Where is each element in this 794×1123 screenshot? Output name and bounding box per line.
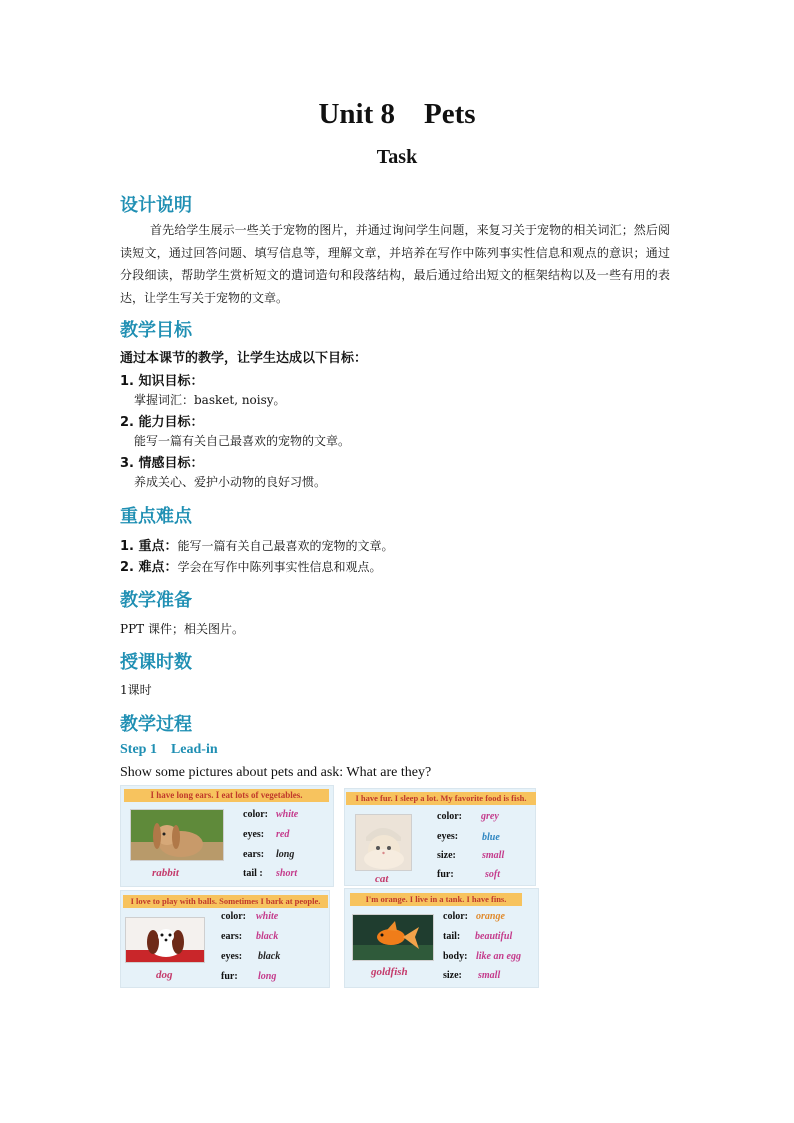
- goal-label-1: 1. 知识目标：: [120, 374, 204, 389]
- card-banner: I'm orange. I live in a tank. I have fins.: [350, 893, 522, 906]
- step-instruction: Show some pictures about pets and ask: What are they?: [120, 765, 432, 780]
- card-banner: I have fur. I sleep a lot. My favorite food is fish.: [346, 792, 536, 805]
- step-number: Step 1: [120, 742, 157, 757]
- goldfish-value-1: orange: [476, 911, 505, 922]
- goal-label-3: 3. 情感目标：: [120, 456, 204, 471]
- key-label-2: 2. 难点：: [120, 560, 178, 575]
- section-heading-hours: 授课时数: [120, 652, 192, 673]
- dog-value-2: black: [256, 931, 279, 942]
- rabbit-value-1: white: [276, 809, 299, 820]
- key-label-1: 1. 重点：: [120, 539, 178, 554]
- pet-card-cat: [344, 788, 536, 886]
- section-heading-design: 设计说明: [120, 195, 192, 216]
- pet-name-goldfish: goldfish: [371, 966, 408, 978]
- goals-intro: 通过本课节的教学，让学生达成以下目标：: [120, 351, 368, 366]
- goal-label-2: 2. 能力目标：: [120, 415, 204, 430]
- section-heading-prep: 教学准备: [120, 590, 192, 611]
- goal-text-1: 掌握词汇：basket, noisy。: [134, 393, 286, 407]
- dog-photo: [125, 917, 205, 963]
- dog-label-1: color:: [221, 911, 246, 922]
- prep-text: PPT 课件；相关图片。: [120, 622, 244, 636]
- cat-value-2: blue: [482, 832, 500, 843]
- page-subtitle: Task: [376, 146, 418, 168]
- rabbit-label-1: color:: [243, 809, 268, 820]
- key-text-2: 学会在写作中陈列事实性信息和观点。: [177, 560, 382, 574]
- pet-name-rabbit: rabbit: [152, 867, 179, 879]
- step-name: Lead-in: [170, 742, 218, 757]
- dog-label-3: eyes:: [221, 951, 243, 962]
- cat-label-4: fur:: [437, 869, 454, 880]
- rabbit-photo: [130, 809, 224, 861]
- goal-text-3: 养成关心、爱护小动物的良好习惯。: [134, 475, 327, 489]
- cat-value-3: small: [482, 850, 505, 861]
- section-heading-goals: 教学目标: [120, 320, 192, 341]
- goldfish-label-1: color:: [443, 911, 468, 922]
- rabbit-label-4: tail :: [243, 868, 263, 879]
- dog-value-3: black: [258, 951, 281, 962]
- goldfish-value-4: small: [478, 970, 501, 981]
- rabbit-value-3: long: [276, 849, 295, 860]
- key-item-1: [120, 535, 394, 554]
- goldfish-label-4: size:: [443, 970, 462, 981]
- page-title: Unit 8 Pets: [318, 98, 476, 130]
- rabbit-label-2: eyes:: [243, 829, 265, 840]
- goldfish-label-3: body:: [443, 951, 468, 962]
- section-heading-key: 重点难点: [120, 506, 192, 527]
- goldfish-label-2: tail:: [443, 931, 461, 942]
- goal-text-2: 能写一篇有关自己最喜欢的宠物的文章。: [134, 434, 351, 448]
- key-text-1: 能写一篇有关自己最喜欢的宠物的文章。: [177, 539, 394, 553]
- pet-name-dog: dog: [156, 969, 173, 981]
- hours-text: 1课时: [120, 683, 152, 697]
- dog-value-4: long: [258, 971, 277, 982]
- key-item-2: [120, 556, 382, 575]
- cat-photo: [355, 814, 412, 871]
- pet-card-goldfish: [344, 888, 539, 988]
- dog-label-4: fur:: [221, 971, 238, 982]
- cat-value-1: grey: [481, 811, 499, 822]
- card-banner: I love to play with balls. Sometimes I bark at people.: [123, 895, 328, 908]
- goldfish-photo: [352, 914, 434, 961]
- rabbit-value-2: red: [276, 829, 290, 840]
- pet-card-dog: [120, 890, 330, 988]
- dog-label-2: ears:: [221, 931, 243, 942]
- pet-name-cat: cat: [375, 873, 389, 885]
- cat-label-2: eyes:: [437, 831, 459, 842]
- cat-label-3: size:: [437, 850, 456, 861]
- rabbit-value-4: short: [276, 868, 298, 879]
- goldfish-value-2: beautiful: [475, 931, 513, 942]
- step-heading: [120, 742, 232, 758]
- dog-value-1: white: [256, 911, 279, 922]
- card-banner: I have long ears. I eat lots of vegetables.: [124, 789, 329, 802]
- pet-card-rabbit: [120, 785, 334, 887]
- section-heading-process: 教学过程: [120, 714, 192, 735]
- design-paragraph: 首先给学生展示一些关于宠物的图片，并通过询问学生问题，来复习关于宠物的相关词汇；然后阅读短文，通过回答问题、填写信息等，理解文章，并培养在写作中陈列事实性信息和观点的意识；通过分段细读，帮助学生赏析短文的遣词造句和段落结构，最后通过给出短文的框架结构以及一些有用的表达，让学生写关于宠物的文章。: [120, 223, 670, 305]
- rabbit-label-3: ears:: [243, 849, 265, 860]
- cat-value-4: soft: [485, 869, 500, 880]
- cat-label-1: color:: [437, 811, 462, 822]
- goldfish-value-3: like an egg: [476, 951, 521, 962]
